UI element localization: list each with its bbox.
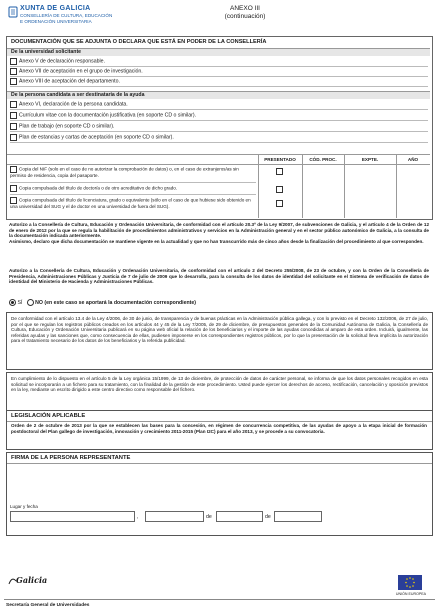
col-cod-proc: CÓD. PROC. xyxy=(309,157,337,162)
table-row-label: Copia compulsada del título de licenciatura, grado o equivalente (sólo en el caso de que hubiese sido obtenido en una universidad del SUG y el de doctor en una universidad de fuera del SUG). xyxy=(10,197,251,209)
coat-of-arms-icon xyxy=(8,6,18,18)
col-expte: EXPTE. xyxy=(361,157,379,162)
legislation-text: Orden de 2 de octubre de 2013 por la que se establecen las bases para la concesión, en régimen de concurrencia competitiva, de las ayudas de apoyo a la etapa inicial de formación postdoctoral del Plan gallego de investigación, innovación y crecimiento 2011-2015 (Plan I2C) para el año 2013, y se procede a su convocatoria. xyxy=(11,423,427,434)
univ-item[interactable] xyxy=(10,68,428,77)
authorization-2: Autorizo a la Consellería de Cultura, Educación y Ordenación Universitaria, de conformidad con el artículo 2 del Decreto 255/2008, de 23 de octubre, y con la Orden de la Consellería de Presidencia, Administraciones Públicas y Justicia de 7 de julio de 2009 que lo desarrolla, para la consulta de los datos de identidad del solicitante en el Sistema de verificación de datos de identidad del Ministerio de Hacienda y Administraciones Públicas. xyxy=(9,268,429,285)
presentado-checkbox[interactable] xyxy=(276,200,283,207)
day-field[interactable] xyxy=(145,511,204,522)
transparency-text: De conformidad con el artículo 13.4 de la Ley 4/2006, de 30 de junio, de transparencia y de buenas prácticas en la Administración pública gallega, y con lo previsto en el Decreto 132/2006, de 27 de julio, por el que se regulan los registros públicos creados en los artículos 44 y 45 de la Ley 7/2005, de 29 de diciembre, de presupuestos generales de la Comunidad Autónoma de Galicia, la Consellería de Cultura, Educación y Ordenación Universitaria publicará en su página web oficial la relación de los beneficiarios y el importe de las ayudas concedidas al amparo de esta orden. Incluirá, igualmente, las referidas ayudas y las sanciones que, como consecuencia de ellas, pudiesen imponerse en los correspondientes registros públicos, por lo que la presentación de la solicitud lleva implícita la autorización para el tratamiento necesario de los datos de los beneficiarios y la referida publicidad. xyxy=(11,316,428,344)
cand-item-label: Plan de estancias y cartas de aceptación (en soporte CD o similar). xyxy=(19,134,174,141)
cand-item-label: Anexo VI, declaración de la persona candidata. xyxy=(19,101,128,108)
cand-item[interactable] xyxy=(10,134,428,143)
legislation-section xyxy=(6,410,433,450)
table-row-label: Copia del NIF (solo en el caso de no autorizar la comprobación de datos) o, en el caso de extranjeros/as sin permiso de residencia, copia del pasaporte. xyxy=(10,166,239,178)
cand-item[interactable] xyxy=(10,101,428,110)
col-divider xyxy=(258,154,259,218)
checkbox[interactable] xyxy=(10,134,17,141)
signature-section xyxy=(6,452,433,536)
signature-title: FIRMA DE LA PERSONA REPRESENTANTE xyxy=(11,455,131,461)
authorization-1-text: Autorizo a la Consellería de Cultura, Educación y Ordenación Universitaria, de conformidad con el artículo 20.3º de la Ley 9/2007, de subvenciones de Galicia, y el artículo 4 de la Orden de 12 de enero de 2012 por la que se regula la habilitación de procedimientos administrativos y servicios en la Administración general y en el sector público autonómico de Galicia, a la consulta de la documentación indicada anteriormente. xyxy=(9,222,429,239)
univ-item[interactable] xyxy=(10,78,428,87)
data-protection-notice xyxy=(6,372,433,412)
radio-no-label: NO (en este caso se aportará la documentación correspondiente) xyxy=(35,299,196,306)
checkbox[interactable] xyxy=(10,68,17,75)
radio-si[interactable] xyxy=(9,299,16,306)
signature-divider xyxy=(7,463,432,464)
col-ano: AÑO xyxy=(407,157,419,162)
place-date-label: Lugar y fecha xyxy=(10,504,38,509)
xunta-logo xyxy=(8,6,18,18)
annex-title: ANEXO III xyxy=(230,5,260,12)
university-heading: De la universidad solicitante xyxy=(7,48,430,56)
legislation-divider xyxy=(7,421,432,422)
authorization-1 xyxy=(9,222,429,244)
eu-flag xyxy=(398,575,422,590)
de-label-1: de xyxy=(206,514,212,520)
cand-item-label: Currículum vitae con la documentación justificativa (en soporte CD o similar). xyxy=(19,112,197,119)
footer-secretaria: Secretaría General de Universidades xyxy=(6,603,90,608)
table-row xyxy=(10,185,256,195)
col-presentado: PRESENTADO xyxy=(264,157,296,162)
place-field[interactable] xyxy=(10,511,135,522)
de-label-2: de xyxy=(265,514,271,520)
cand-item[interactable] xyxy=(10,112,428,121)
presentado-checkbox[interactable] xyxy=(276,186,283,193)
table-row xyxy=(10,166,256,183)
univ-item-label: Anexo V de declaración responsable. xyxy=(19,58,105,65)
univ-item-label: Anexo VIII de aceptación del departamento. xyxy=(19,78,120,85)
cand-item-label: Plan de trabajo (en soporte CD o similar). xyxy=(19,123,115,130)
dept-line-2: E ORDENACIÓN UNIVERSITARIA xyxy=(20,18,92,24)
authorization-1-text-b: Asimismo, declaro que dicha documentación se mantiene vigente en la actualidad y que no han transcurrido más de cinco años desde la finalización del procedimiento al que corresponden. xyxy=(9,238,424,244)
col-divider xyxy=(344,154,345,218)
checkbox[interactable] xyxy=(10,58,17,65)
presentado-checkbox[interactable] xyxy=(276,168,283,175)
checkbox[interactable] xyxy=(10,185,17,192)
table-row xyxy=(10,197,256,217)
radio-no[interactable] xyxy=(27,299,34,306)
candidate-heading: De la persona candidata a ser destinataria de la ayuda xyxy=(7,91,430,99)
table-row-label: Copia compulsada del título de doctor/a o de otro acreditativo de dicho grado. xyxy=(19,185,178,191)
month-field[interactable] xyxy=(216,511,263,522)
checkbox[interactable] xyxy=(10,123,17,130)
transparency-notice xyxy=(6,312,433,370)
checkbox[interactable] xyxy=(10,101,17,108)
data-protection-text: En cumplimiento de lo dispuesto en el artículo 5 de la Ley orgánica 15/1999, de 13 de diciembre, de protección de datos de carácter personal, se informa de que los datos personales recogidos en esta solicitud se incorporarán a un fichero para su tratamiento, con la finalidad de la gestión de este procedimiento. Usted puede ejercer los derechos de acceso, rectificación, cancelación y oposición previstos en la ley, mediante un escrito dirigido a este centro directivo como responsable del fichero. xyxy=(11,376,428,393)
cand-item[interactable] xyxy=(10,123,428,132)
legislation-title: LEGISLACIÓN APLICABLE xyxy=(11,413,86,419)
table-header xyxy=(7,154,430,165)
brand-name: XUNTA DE GALICIA xyxy=(20,5,91,12)
comma-separator: , xyxy=(137,514,139,520)
year-field[interactable] xyxy=(274,511,322,522)
univ-item[interactable] xyxy=(10,58,428,67)
eu-label: UNIÓN EUROPEA xyxy=(395,592,427,596)
radio-si-label: SÍ xyxy=(17,299,23,306)
univ-item-label: Anexo VII de aceptación en el grupo de investigación. xyxy=(19,68,143,75)
documentation-title: DOCUMENTACIÓN QUE SE ADJUNTA O DECLARA QUE ESTÁ EN PODER DE LA CONSELLERÍA xyxy=(11,39,267,45)
checkbox[interactable] xyxy=(10,112,17,119)
documentation-section xyxy=(6,36,433,220)
dept-line-1: CONSELLERÍA DE CULTURA, EDUCACIÓN xyxy=(20,13,113,18)
auth-options xyxy=(9,299,309,306)
col-divider xyxy=(302,154,303,218)
eu-flag-icon xyxy=(398,575,422,590)
galicia-logo-text: Galicia xyxy=(16,575,48,585)
col-divider xyxy=(396,154,397,218)
annex-subtitle: (continuación) xyxy=(224,13,266,20)
footer-divider xyxy=(4,599,435,600)
checkbox[interactable] xyxy=(10,78,17,85)
